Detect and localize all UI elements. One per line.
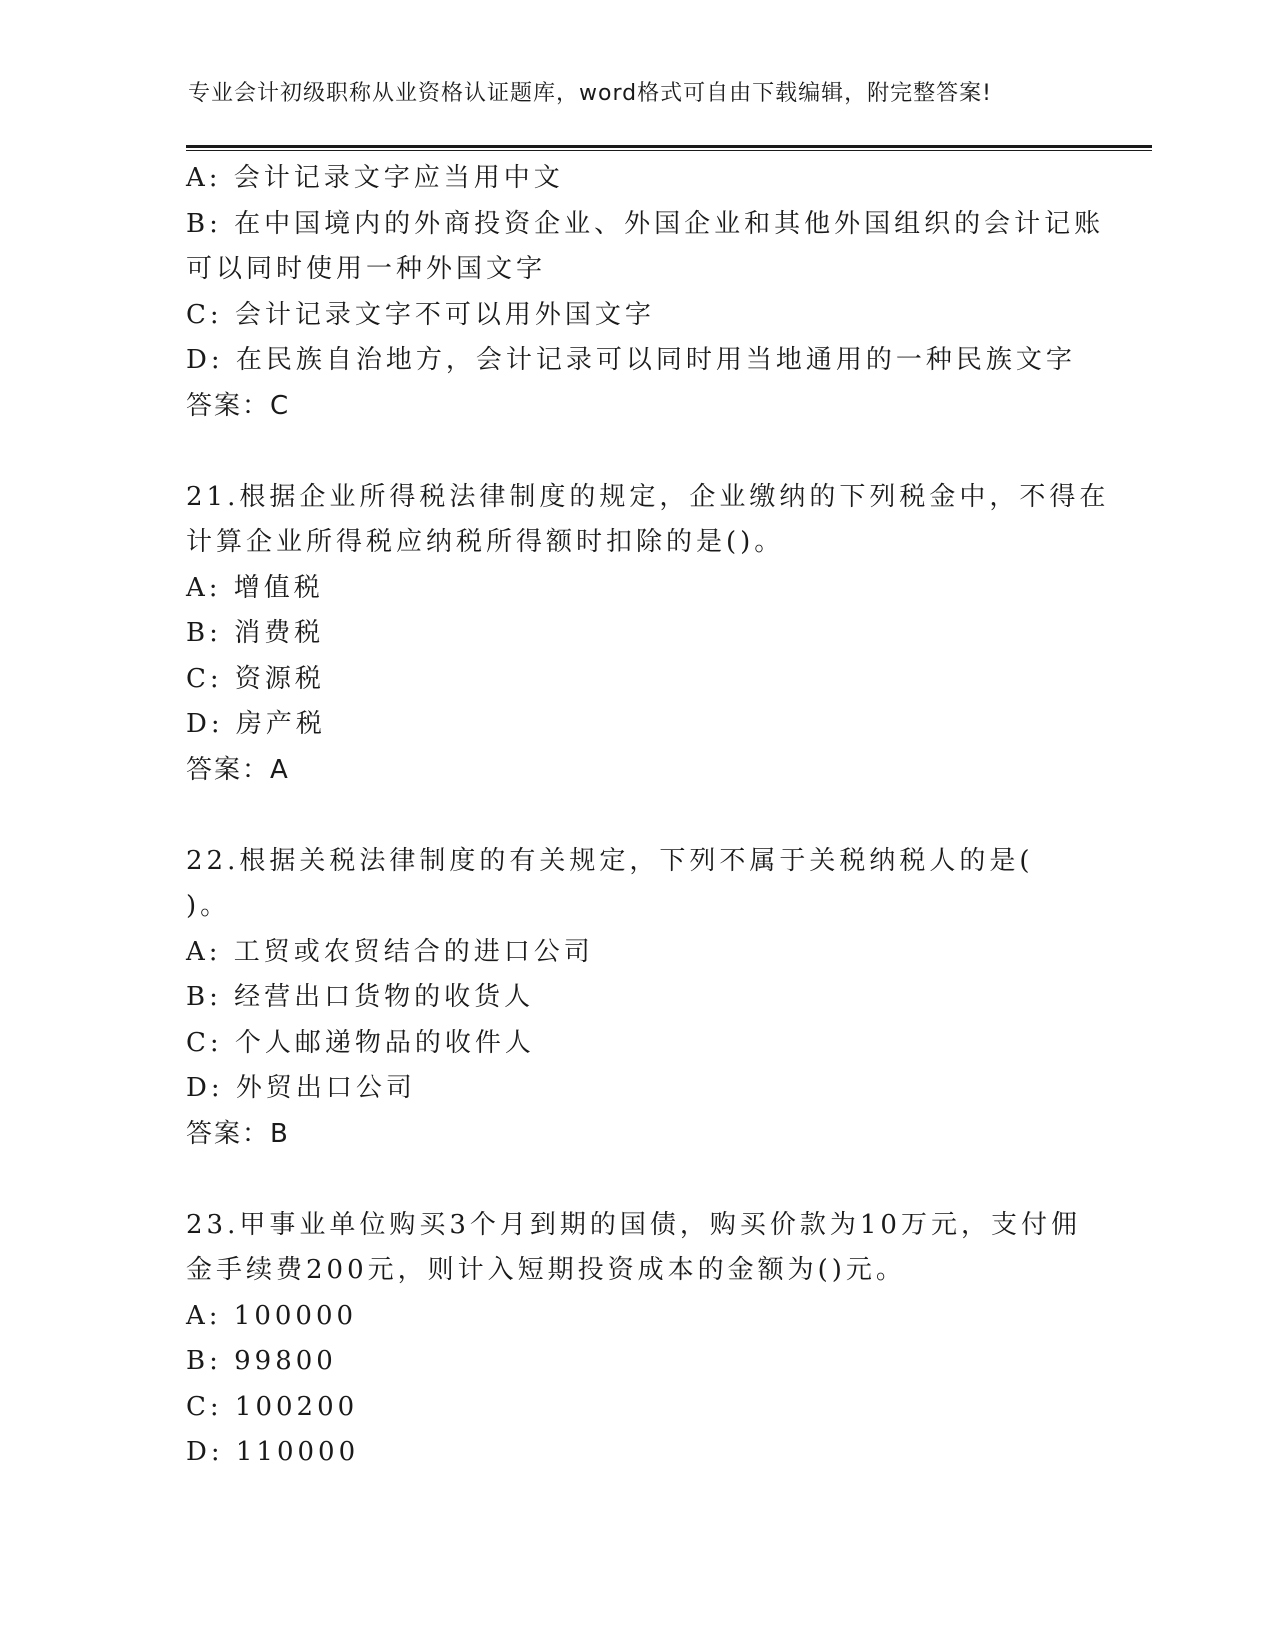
header-rule-thin <box>186 150 1152 151</box>
option-c: C: 会计记录文字不可以用外国文字 <box>186 299 655 330</box>
option-d: D: 外贸出口公司 <box>186 1073 416 1103</box>
question-stem: 23.甲事业单位购买3个月到期的国债，购买价款为10万元，支付佣 <box>186 1209 1081 1240</box>
question-stem: 22.根据关税法律制度的有关规定，下列不属于关税纳税人的是( <box>186 845 1034 876</box>
question-content <box>186 156 1110 1476</box>
question-23 <box>186 1203 1086 1476</box>
option-a: A: 会计记录文字应当用中文 <box>186 163 564 193</box>
option-c: C: 100200 <box>186 1391 359 1422</box>
option-b: B: 99800 <box>186 1346 337 1376</box>
option-a: A: 工贸或农贸结合的进口公司 <box>186 936 594 967</box>
question-stem: 21.根据企业所得税法律制度的规定，企业缴纳的下列税金中，不得在 <box>186 481 1110 512</box>
question-21 <box>186 475 1110 794</box>
spacer <box>186 1157 1086 1203</box>
option-d: D: 房产税 <box>186 709 326 739</box>
option-a: A: 100000 <box>186 1300 358 1331</box>
header-rule-thick <box>186 145 1152 148</box>
spacer <box>186 793 1086 839</box>
option-c: C: 个人邮递物品的收件人 <box>186 1027 535 1058</box>
option-b-continued: 可以同时使用一种外国文字 <box>186 254 547 284</box>
question-20 <box>186 156 1105 429</box>
question-stem-continued: )。 <box>186 891 231 921</box>
answer: 答案：C <box>186 390 291 421</box>
option-d: D: 在民族自治地方，会计记录可以同时用当地通用的一种民族文字 <box>186 345 1076 375</box>
option-b: B: 经营出口货物的收货人 <box>186 982 535 1012</box>
question-stem-continued: 计算企业所得税应纳税所得额时扣除的是()。 <box>186 527 785 557</box>
option-d: D: 110000 <box>186 1437 360 1467</box>
option-c: C: 资源税 <box>186 663 325 694</box>
page-header: 专业会计初级职称从业资格认证题库，word格式可自由下载编辑，附完整答案! <box>188 81 992 106</box>
option-b: B: 消费税 <box>186 618 325 648</box>
question-stem-continued: 金手续费200元，则计入短期投资成本的金额为()元。 <box>186 1255 906 1285</box>
option-b: B: 在中国境内的外商投资企业、外国企业和其他外国组织的会计记账 <box>186 208 1105 239</box>
option-a: A: 增值税 <box>186 572 324 603</box>
spacer <box>186 429 1086 475</box>
question-22 <box>186 839 1086 1158</box>
answer: 答案：A <box>186 754 290 785</box>
answer: 答案：B <box>186 1118 290 1149</box>
